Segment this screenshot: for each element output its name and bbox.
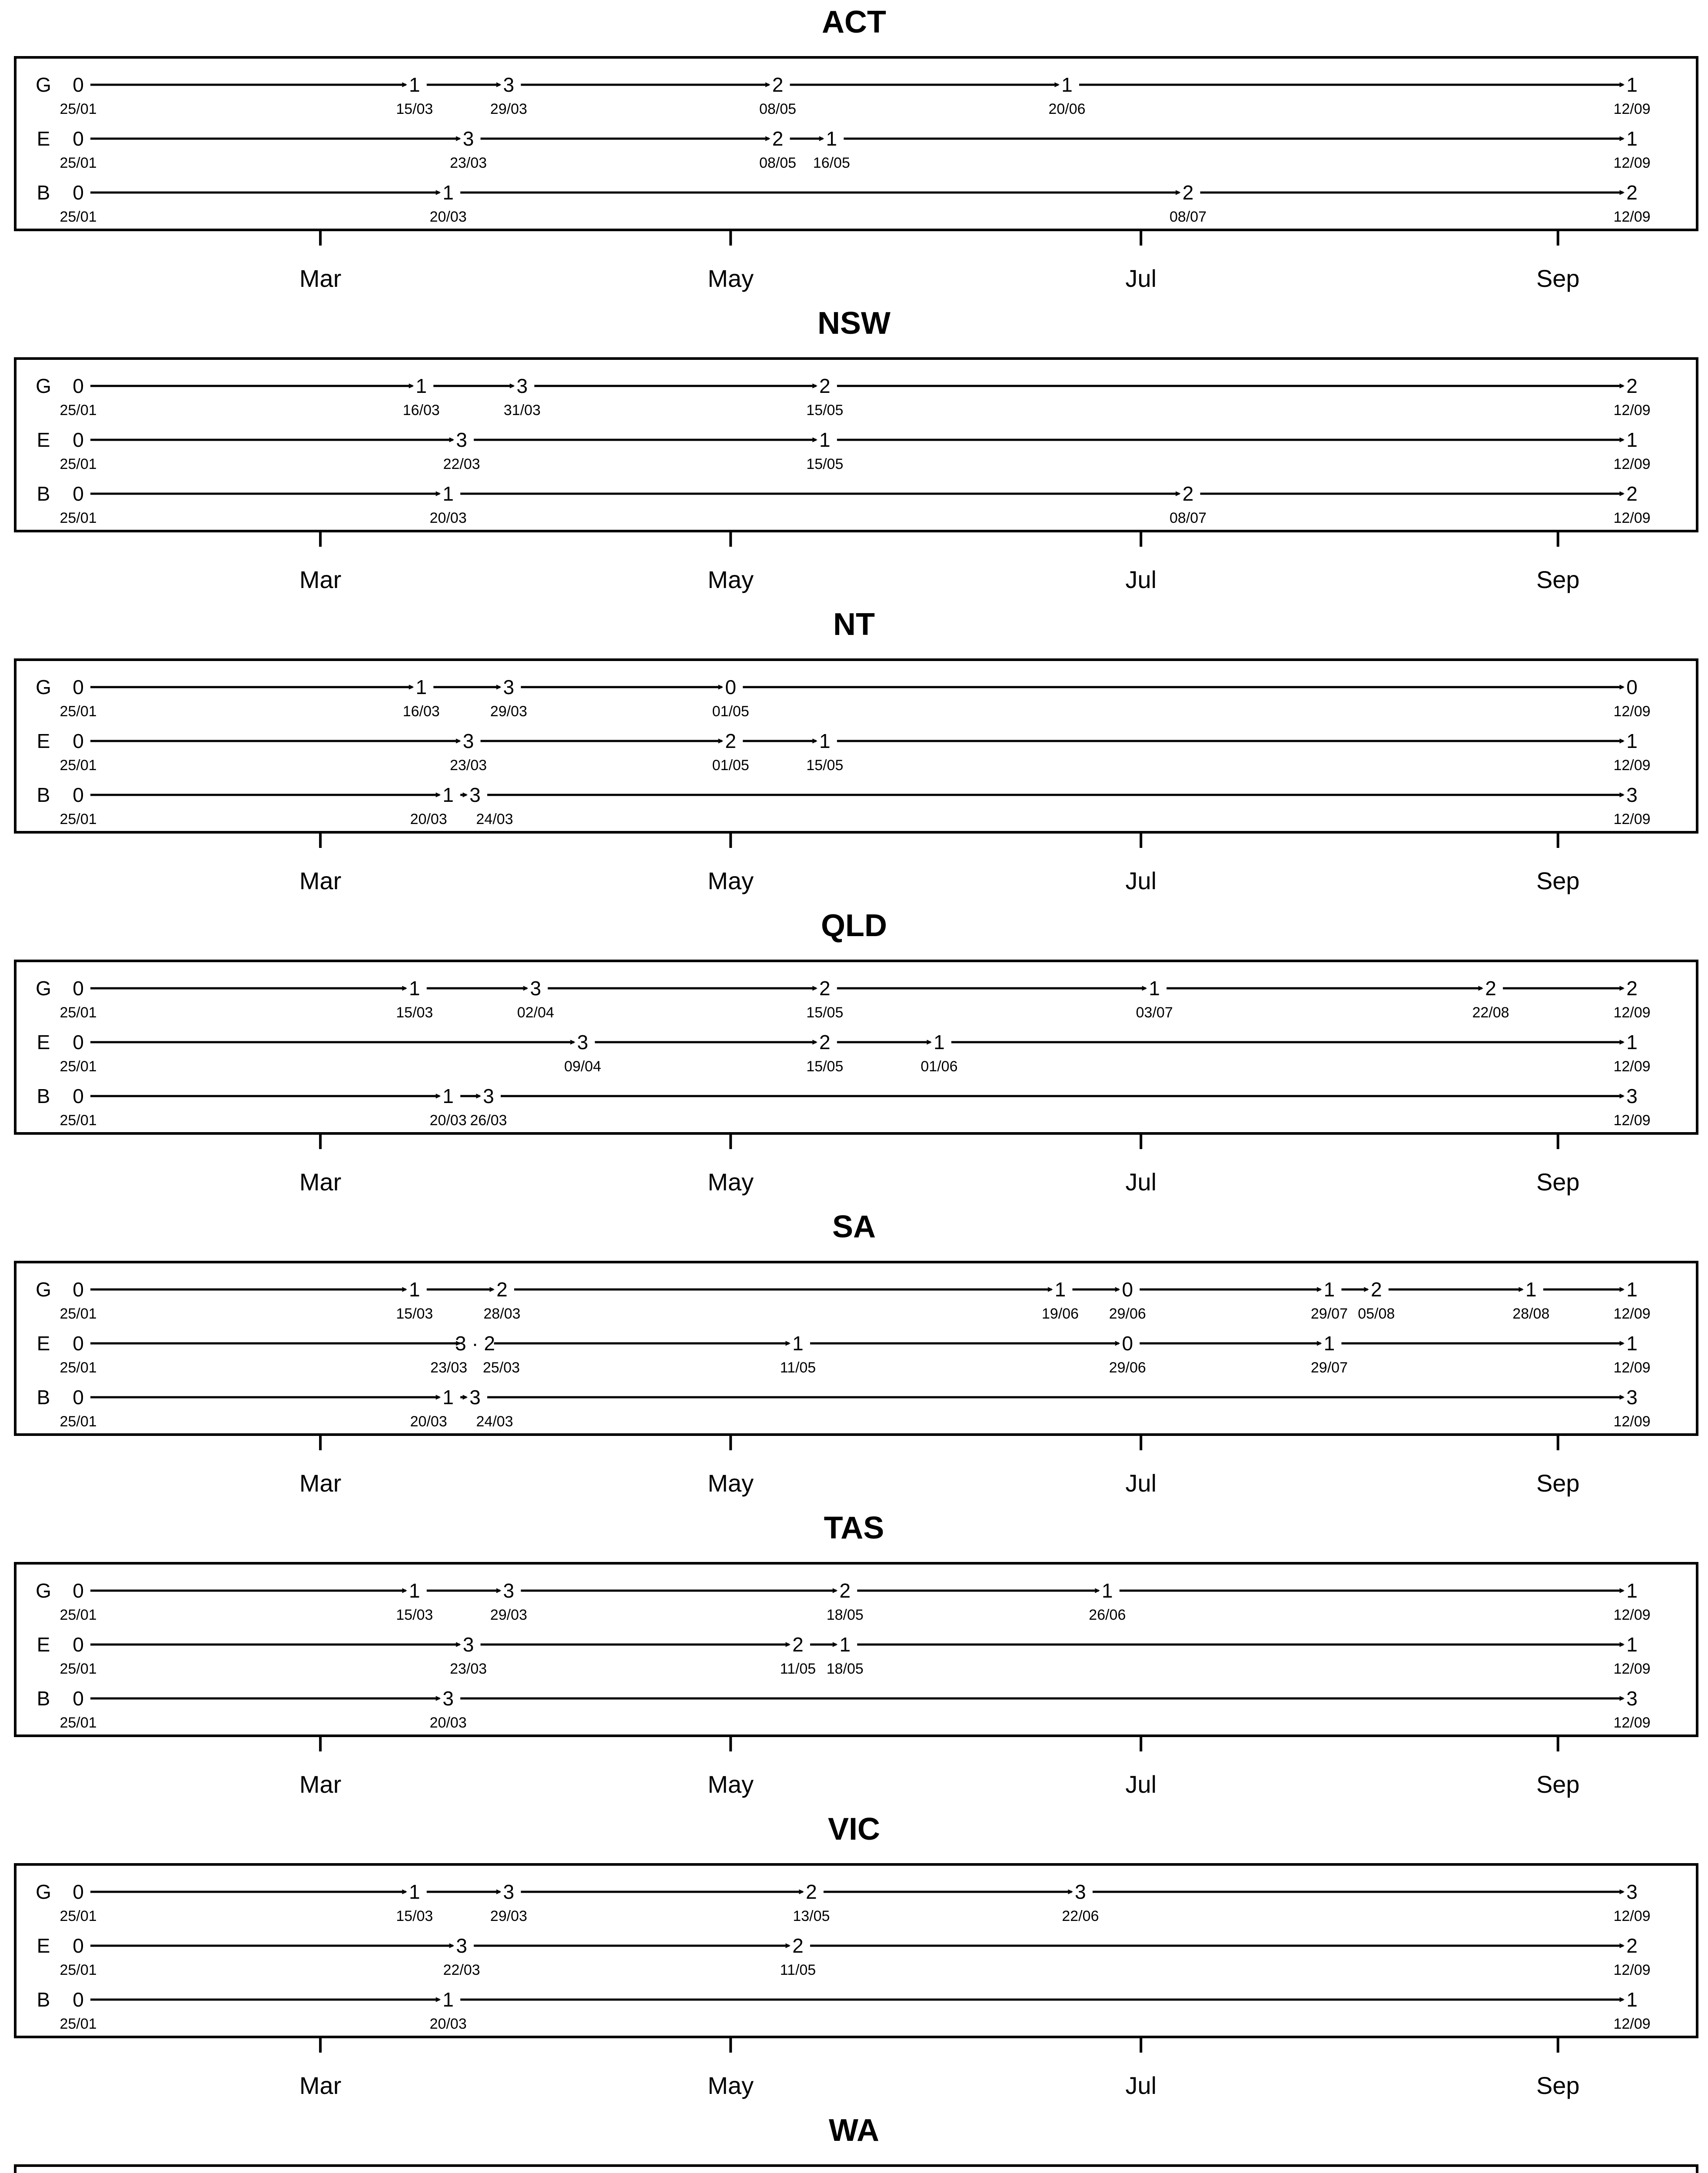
state-value-nsw-b-3: 2 [1626,482,1638,505]
row-label-vic-g: G [36,1881,51,1903]
state-date-act-g-4: 20/06 [1048,101,1086,117]
state-value-nsw-e-1: 3 [456,429,467,451]
state-value-vic-g-4: 3 [1075,1881,1086,1903]
panel-title-act: ACT [822,5,886,40]
state-value-vic-e-2: 2 [792,1934,804,1957]
state-date-nt-g-0: 25/01 [60,703,97,720]
axis-month-label-nt-2: Jul [1125,867,1157,894]
state-date-act-g-2: 29/03 [490,101,528,117]
state-value-vic-b-1: 1 [442,1988,454,2011]
state-date-nt-e-4: 12/09 [1613,757,1651,774]
state-value-qld-g-6: 2 [1626,977,1638,1000]
state-value-sa-b-1: 1 [442,1386,454,1409]
state-date-sa-b-3: 12/09 [1613,1413,1651,1430]
state-value-tas-e-2: 2 [792,1633,804,1656]
state-value-vic-g-5: 3 [1626,1881,1638,1903]
state-value-tas-e-3: 1 [839,1633,851,1656]
state-value-nt-g-0: 0 [73,676,84,698]
axis-month-label-nsw-2: Jul [1125,566,1157,593]
row-label-tas-g: G [36,1579,51,1602]
row-label-qld-g: G [36,977,51,1000]
row-label-vic-e: E [37,1934,50,1957]
row-label-tas-e: E [37,1633,50,1656]
panel-frame-sa [15,1262,1697,1435]
state-date-qld-g-5: 22/08 [1472,1004,1509,1021]
state-value-nt-e-0: 0 [73,730,84,752]
axis-month-label-act-0: Mar [299,265,342,292]
state-date-qld-e-1: 09/04 [564,1058,601,1075]
state-date-nsw-g-3: 15/05 [806,402,844,419]
state-date-sa-e-4: 29/06 [1109,1359,1146,1376]
state-date-nsw-g-1: 16/03 [402,402,440,419]
panel-frame-tas [15,1563,1697,1736]
state-value-act-g-0: 0 [73,73,84,96]
state-value-vic-b-2: 1 [1626,1988,1638,2011]
state-value-nsw-b-0: 0 [73,482,84,505]
state-value-qld-b-0: 0 [73,1085,84,1107]
state-value-qld-b-3: 3 [1626,1085,1638,1107]
state-date-nsw-e-3: 12/09 [1613,456,1651,472]
state-date-vic-e-0: 25/01 [60,1962,97,1978]
state-value-nsw-e-0: 0 [73,429,84,451]
axis-month-label-nt-1: May [708,867,754,894]
axis-month-label-tas-0: Mar [299,1771,342,1798]
state-date-sa-g-5: 29/07 [1311,1306,1348,1322]
state-date-qld-b-2: 26/03 [470,1112,507,1129]
state-value-sa-e-3: 0 [1122,1332,1133,1355]
state-date-act-b-2: 08/07 [1170,209,1207,225]
state-date-nsw-b-1: 20/03 [429,510,467,526]
state-date-sa-e-1: 23/03 [430,1359,468,1376]
axis-month-label-qld-2: Jul [1125,1168,1157,1196]
panel-frame-wa [15,2166,1697,2173]
state-value-tas-e-1: 3 [462,1633,474,1656]
state-date-tas-b-1: 20/03 [429,1714,467,1731]
state-date-nsw-g-0: 25/01 [60,402,97,419]
state-date-nt-e-2: 01/05 [712,757,749,774]
axis-month-label-sa-2: Jul [1125,1469,1157,1497]
state-date-tas-g-0: 25/01 [60,1607,97,1623]
state-date-tas-g-5: 12/09 [1613,1607,1651,1623]
axis-month-label-sa-1: May [708,1469,754,1497]
state-date-nt-g-1: 16/03 [402,703,440,720]
state-date-act-g-1: 15/03 [396,101,433,117]
axis-month-label-qld-3: Sep [1536,1168,1580,1196]
state-date-sa-g-0: 25/01 [60,1306,97,1322]
state-value-nt-e-1: 3 [462,730,474,752]
state-value-nsw-b-2: 2 [1182,482,1194,505]
row-label-qld-b: B [37,1085,50,1107]
axis-month-label-nt-3: Sep [1536,867,1580,894]
state-value-qld-b-1: 1 [442,1085,454,1107]
row-label-sa-b: B [37,1386,50,1409]
state-value-sa-g-7: 1 [1525,1278,1537,1301]
state-value-sa-g-1: 1 [409,1278,420,1301]
axis-month-label-nsw-0: Mar [299,566,342,593]
axis-month-label-tas-3: Sep [1536,1771,1580,1798]
state-value-sa-e-1: 3 · 2 [455,1332,495,1355]
row-label-act-e: E [37,127,50,150]
axis-month-label-qld-0: Mar [299,1168,342,1196]
state-date-nt-b-1: 20/03 [410,811,447,827]
state-value-nsw-e-2: 1 [819,429,831,451]
state-value-qld-g-3: 2 [819,977,831,1000]
state-date-tas-g-3: 18/05 [826,1607,864,1623]
state-value-vic-g-0: 0 [73,1881,84,1903]
state-date-qld-e-3: 01/06 [920,1058,958,1075]
panel-frame-nt [15,660,1697,832]
state-date-tas-e-2: 11/05 [780,1661,816,1677]
state-value-sa-g-0: 0 [73,1278,84,1301]
state-value-tas-g-3: 2 [839,1579,851,1602]
state-date-sa-g-3: 19/06 [1041,1306,1079,1322]
state-value-act-g-3: 2 [772,73,784,96]
state-date-tas-g-1: 15/03 [396,1607,433,1623]
state-value-sa-g-3: 1 [1054,1278,1066,1301]
state-value-act-b-3: 2 [1626,181,1638,204]
axis-month-label-nsw-1: May [708,566,754,593]
state-date-vic-e-2: 11/05 [780,1962,816,1978]
state-value-tas-b-2: 3 [1626,1687,1638,1710]
state-date-tas-e-1: 23/03 [450,1661,487,1677]
row-label-nt-g: G [36,676,51,698]
state-value-act-b-1: 1 [442,181,454,204]
state-date-vic-g-3: 13/05 [793,1908,830,1924]
state-date-nsw-g-4: 12/09 [1613,402,1651,419]
state-date-act-g-3: 08/05 [759,101,797,117]
state-value-tas-g-5: 1 [1626,1579,1638,1602]
state-value-tas-e-4: 1 [1626,1633,1638,1656]
state-value-act-b-0: 0 [73,181,84,204]
state-value-nt-b-2: 3 [469,784,481,806]
state-date-act-e-3: 16/05 [813,155,850,171]
state-date-act-b-0: 25/01 [60,209,97,225]
state-value-vic-e-0: 0 [73,1934,84,1957]
state-value-nsw-g-1: 1 [415,375,427,397]
state-date-nt-e-0: 25/01 [60,757,97,774]
state-date-qld-g-4: 03/07 [1136,1004,1173,1021]
panel-frame-act [15,57,1697,230]
state-value-nt-g-1: 1 [415,676,427,698]
state-date-vic-g-5: 12/09 [1613,1908,1651,1924]
row-label-sa-e: E [37,1332,50,1355]
state-value-sa-b-3: 3 [1626,1386,1638,1409]
state-date-tas-e-4: 12/09 [1613,1661,1651,1677]
state-value-nsw-g-2: 3 [516,375,528,397]
row-label-act-b: B [37,181,50,204]
state-value-qld-e-3: 1 [934,1031,945,1053]
state-date-nsw-b-2: 08/07 [1170,510,1207,526]
state-date-act-b-3: 12/09 [1613,209,1651,225]
state-date-vic-e-3: 12/09 [1613,1962,1651,1978]
panel-title-tas: TAS [824,1511,884,1545]
axis-month-label-nsw-3: Sep [1536,566,1580,593]
state-date-qld-g-0: 25/01 [60,1004,97,1021]
state-value-tas-g-2: 3 [503,1579,515,1602]
state-date-nt-g-3: 01/05 [712,703,749,720]
state-date-qld-b-3: 12/09 [1613,1112,1651,1129]
row-label-nsw-e: E [37,429,50,451]
state-value-sa-g-4: 0 [1122,1278,1133,1301]
axis-month-label-qld-1: May [708,1168,754,1196]
state-value-nsw-b-1: 1 [442,482,454,505]
state-date-sa-g-7: 28/08 [1512,1306,1550,1322]
axis-month-label-vic-1: May [708,2072,754,2099]
state-value-vic-g-3: 2 [806,1881,817,1903]
axis-month-label-nt-0: Mar [299,867,342,894]
state-value-tas-e-0: 0 [73,1633,84,1656]
state-value-tas-g-0: 0 [73,1579,84,1602]
state-value-vic-e-3: 2 [1626,1934,1638,1957]
state-value-sa-g-6: 2 [1371,1278,1382,1301]
state-value-vic-e-1: 3 [456,1934,467,1957]
state-value-sa-b-0: 0 [73,1386,84,1409]
state-value-nsw-g-3: 2 [819,375,831,397]
state-date-nt-e-3: 15/05 [806,757,844,774]
state-value-act-b-2: 2 [1182,181,1194,204]
state-date-qld-b-0: 25/01 [60,1112,97,1129]
axis-month-label-sa-0: Mar [299,1469,342,1497]
state-value-nt-g-3: 0 [725,676,736,698]
state-date-vic-b-1: 20/03 [429,2016,467,2032]
state-date-qld-g-1: 15/03 [396,1004,433,1021]
state-value-qld-g-5: 2 [1485,977,1496,1000]
state-value-act-e-2: 2 [772,127,784,150]
state-value-nt-b-3: 3 [1626,784,1638,806]
axis-month-label-vic-0: Mar [299,2072,342,2099]
state-value-nt-e-4: 1 [1626,730,1638,752]
axis-month-label-tas-2: Jul [1125,1771,1157,1798]
state-date-nsw-e-0: 25/01 [60,456,97,472]
state-date-act-g-0: 25/01 [60,101,97,117]
panel-title-sa: SA [832,1209,876,1244]
state-date-nt-e-1: 23/03 [450,757,487,774]
state-value-qld-e-1: 3 [577,1031,588,1053]
axis-month-label-vic-3: Sep [1536,2072,1580,2099]
state-value-act-e-0: 0 [73,127,84,150]
row-label-sa-g: G [36,1278,51,1301]
state-date-sa-b-2: 24/03 [476,1413,513,1430]
state-value-nt-e-2: 2 [725,730,736,752]
state-date-nsw-g-2: 31/03 [503,402,541,419]
state-value-qld-g-1: 1 [409,977,420,1000]
state-value-qld-g-4: 1 [1149,977,1160,1000]
state-date-vic-b-0: 25/01 [60,2016,97,2032]
state-date-nsw-b-0: 25/01 [60,510,97,526]
state-value-sa-g-5: 1 [1323,1278,1335,1301]
axis-month-label-sa-3: Sep [1536,1469,1580,1497]
state-value-nt-g-4: 0 [1626,676,1638,698]
state-value-nsw-g-0: 0 [73,375,84,397]
state-date-tas-e-0: 25/01 [60,1661,97,1677]
row-label-nsw-b: B [37,482,50,505]
state-value-act-e-1: 3 [462,127,474,150]
state-value-nt-b-0: 0 [73,784,84,806]
state-date-qld-g-6: 12/09 [1613,1004,1651,1021]
state-date-nsw-e-2: 15/05 [806,456,844,472]
state-date-sa-g-4: 29/06 [1109,1306,1146,1322]
state-date-sa-g-2: 28/03 [483,1306,521,1322]
state-date-sa-g-1: 15/03 [396,1306,433,1322]
state-value-sa-g-8: 1 [1626,1278,1638,1301]
state-date-sa-b-0: 25/01 [60,1413,97,1430]
state-date-vic-g-2: 29/03 [490,1908,528,1924]
panel-frame-nsw [15,359,1697,531]
state-date-vic-g-0: 25/01 [60,1908,97,1924]
state-date-qld-e-0: 25/01 [60,1058,97,1075]
panel-title-wa: WA [829,2113,879,2148]
axis-month-label-vic-2: Jul [1125,2072,1157,2099]
state-value-act-e-4: 1 [1626,127,1638,150]
state-value-nsw-e-3: 1 [1626,429,1638,451]
state-value-qld-e-2: 2 [819,1031,831,1053]
state-date-nt-g-4: 12/09 [1613,703,1651,720]
state-date-nsw-e-1: 22/03 [443,456,480,472]
panel-frame-qld [15,961,1697,1133]
state-value-act-g-1: 1 [409,73,420,96]
state-value-act-g-4: 1 [1061,73,1073,96]
panel-frame-vic [15,1864,1697,2037]
state-date-sa-b-1: 20/03 [410,1413,447,1430]
state-date-act-e-2: 08/05 [759,155,797,171]
state-value-nsw-g-4: 2 [1626,375,1638,397]
state-date-act-g-5: 12/09 [1613,101,1651,117]
row-label-nsw-g: G [36,375,51,397]
panel-title-vic: VIC [827,1812,881,1847]
state-date-vic-b-2: 12/09 [1613,2016,1651,2032]
panel-title-qld: QLD [821,908,887,943]
state-date-act-e-0: 25/01 [60,155,97,171]
state-value-act-g-5: 1 [1626,73,1638,96]
state-date-nt-b-2: 24/03 [476,811,513,827]
state-date-sa-g-6: 05/08 [1358,1306,1395,1322]
panel-title-nt: NT [833,607,875,642]
state-date-nt-b-3: 12/09 [1613,811,1651,827]
axis-month-label-act-3: Sep [1536,265,1580,292]
state-value-qld-g-2: 3 [530,977,542,1000]
state-date-tas-b-2: 12/09 [1613,1714,1651,1731]
state-value-qld-b-2: 3 [483,1085,494,1107]
state-date-act-e-4: 12/09 [1613,155,1651,171]
state-value-sa-e-5: 1 [1626,1332,1638,1355]
state-value-tas-g-1: 1 [409,1579,420,1602]
panel-title-nsw: NSW [817,306,891,341]
state-date-tas-b-0: 25/01 [60,1714,97,1731]
state-value-sa-e-2: 1 [792,1332,804,1355]
row-label-qld-e: E [37,1031,50,1053]
state-date-tas-g-2: 29/03 [490,1607,528,1623]
state-value-sa-e-4: 1 [1323,1332,1335,1355]
state-value-tas-b-0: 0 [73,1687,84,1710]
row-label-nt-e: E [37,730,50,752]
axis-month-label-act-2: Jul [1125,265,1157,292]
state-date-qld-e-4: 12/09 [1613,1058,1651,1075]
state-value-nt-g-2: 3 [503,676,515,698]
row-label-tas-b: B [37,1687,50,1710]
state-date-vic-g-4: 22/06 [1062,1908,1099,1924]
state-date-vic-e-1: 22/03 [443,1962,480,1978]
state-date-qld-g-3: 15/05 [806,1004,844,1021]
state-value-nt-e-3: 1 [819,730,831,752]
axis-month-label-tas-1: May [708,1771,754,1798]
state-value-qld-e-0: 0 [73,1031,84,1053]
state-date-sa-e-0: 25/01 [60,1359,97,1376]
state-date-act-e-1: 23/03 [450,155,487,171]
state-value-qld-g-0: 0 [73,977,84,1000]
state-date-qld-b-1: 20/03 [429,1112,467,1129]
state-date-nt-b-0: 25/01 [60,811,97,827]
state-date-nsw-b-3: 12/09 [1613,510,1651,526]
state-value-tas-g-4: 1 [1102,1579,1113,1602]
state-date-vic-g-1: 15/03 [396,1908,433,1924]
axis-month-label-act-1: May [708,265,754,292]
state-date-qld-e-2: 15/05 [806,1058,844,1075]
state-value-vic-g-1: 1 [409,1881,420,1903]
row-label-vic-b: B [37,1988,50,2011]
state-date-nt-g-2: 29/03 [490,703,528,720]
state-value-sa-b-2: 3 [469,1386,481,1409]
state-value-act-e-3: 1 [826,127,837,150]
state-value-vic-b-0: 0 [73,1988,84,2011]
state-value-vic-g-2: 3 [503,1881,515,1903]
state-date-act-b-1: 20/03 [429,209,467,225]
state-date-sa-g-8: 12/09 [1613,1306,1651,1322]
state-value-nt-b-1: 1 [442,784,454,806]
state-value-act-g-2: 3 [503,73,515,96]
state-date-sa-e-3: 11/05 [780,1359,816,1376]
state-date-qld-g-2: 02/04 [517,1004,554,1021]
state-date-tas-g-4: 26/06 [1089,1607,1126,1623]
state-date-sa-e-2: 25/03 [483,1359,520,1376]
state-value-sa-e-0: 0 [73,1332,84,1355]
state-date-tas-e-3: 18/05 [826,1661,864,1677]
state-value-tas-b-1: 3 [442,1687,454,1710]
state-date-sa-e-6: 12/09 [1613,1359,1651,1376]
state-value-qld-e-4: 1 [1626,1031,1638,1053]
state-value-sa-g-2: 2 [496,1278,508,1301]
state-date-sa-e-5: 29/07 [1311,1359,1348,1376]
row-label-act-g: G [36,73,51,96]
row-label-nt-b: B [37,784,50,806]
